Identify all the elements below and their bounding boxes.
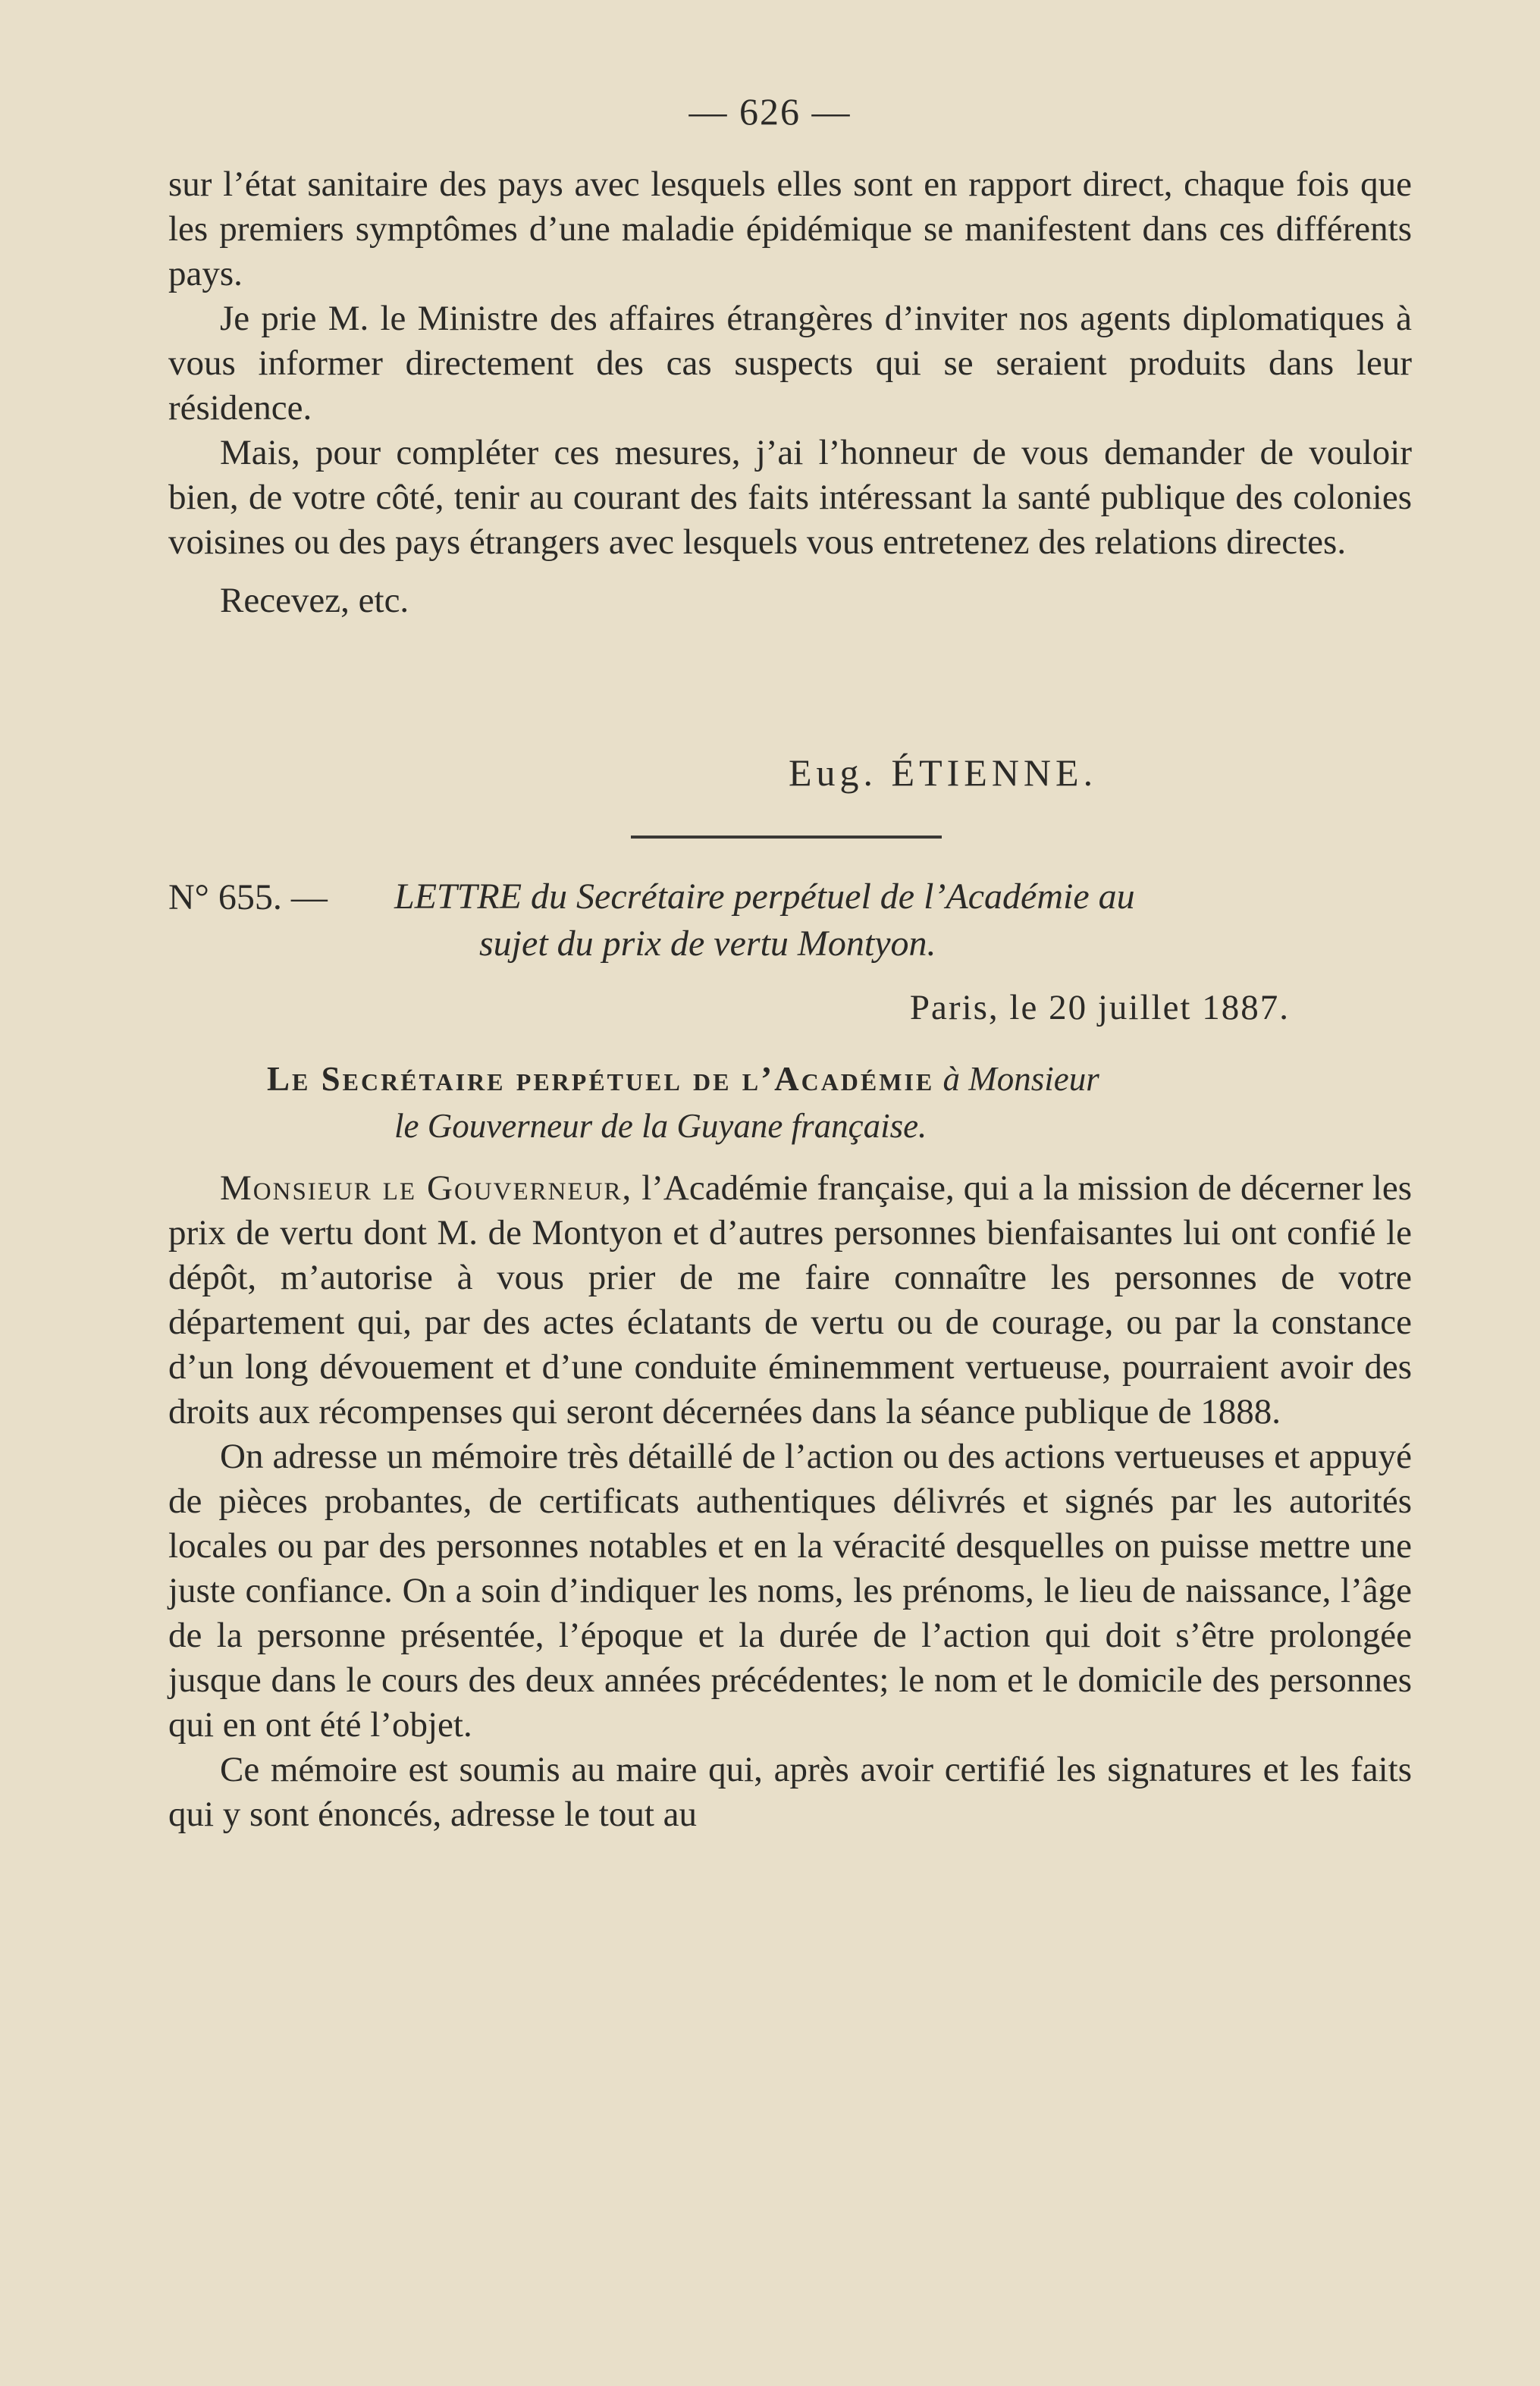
salutation: Monsieur le Gouverneur,	[220, 1168, 633, 1208]
section-divider	[631, 836, 942, 839]
letter-body-continued	[168, 162, 1412, 623]
title-line: LETTRE du Secrétaire perpétuel de l’Académie au	[394, 876, 1135, 917]
closing-formula: Recevez, etc.	[220, 581, 409, 620]
sender: Le Secrétaire perpétuel de l’Académie	[267, 1060, 935, 1098]
paragraph: On adresse un mémoire très détaillé de l’action ou des actions vertueuses et appuyé de pièces probantes, de certificats authentiques délivrés et signés par les autorités locales ou par des personnes notables et en la véracité desquelles on puisse mettre une juste confiance. On a soin d’indiquer les noms, les prénoms, le lieu de naissance, l’âge de la personne présentée, l’époque et la durée de l’action qui doit s’être prolongée jusque dans le cours des deux années précédentes; le nom et le domicile des personnes qui en ont été l’objet.	[168, 1437, 1412, 1745]
paragraph-text: l’Académie française, qui a la mission de décerner les prix de vertu dont M. de Montyon et d’autres personnes bienfaisantes lui ont confié le dépôt, m’autorise à vous prier de me faire connaître les personnes de votre département qui, par des actes éclatants de vertu ou de courage, ou par la constance d’un long dévouement et d’une conduite éminemment vertueuse, pourraient avoir des droits aux récompenses qui seront décernées dans la séance publique de 1888.	[168, 1168, 1412, 1431]
dateline: Paris, le 20 juillet 1887.	[909, 988, 1290, 1027]
letter-body	[168, 1166, 1412, 1837]
paragraph: sur l’état sanitaire des pays avec lesquels elles sont en rapport direct, chaque fois que les premiers symptômes d’une maladie épidémique se manifestent dans ces différents pays.	[168, 165, 1412, 293]
paragraph: Mais, pour compléter ces mesures, j’ai l’honneur de vous demander de vouloir bien, de votre côté, tenir au courant des faits intéressant la santé publique des colonies voisines ou des pays étrangers avec lesquels vous entretenez des relations directes.	[168, 433, 1412, 562]
paragraph	[168, 1166, 1412, 1434]
paragraph: Ce mémoire est soumis au maire qui, après avoir certifié les signatures et les faits qui y sont énoncés, adresse le tout au	[168, 1750, 1412, 1834]
document-number: N° 655. —	[168, 877, 328, 917]
page-number: — 626 —	[688, 90, 852, 133]
paragraph: Je prie M. le Ministre des affaires étrangères d’inviter nos agents diplomatiques à vous informer directement des cas suspects qui se seraient produits dans leur résidence.	[168, 299, 1412, 428]
document-title	[394, 873, 1418, 967]
address-line	[267, 1055, 1344, 1149]
signature: Eug. ÉTIENNE.	[789, 751, 1098, 794]
recipient: à Monsieur	[943, 1060, 1099, 1098]
recipient-continued: le Gouverneur de la Guyane française.	[394, 1107, 927, 1145]
title-line: sujet du prix de vertu Montyon.	[479, 923, 936, 964]
